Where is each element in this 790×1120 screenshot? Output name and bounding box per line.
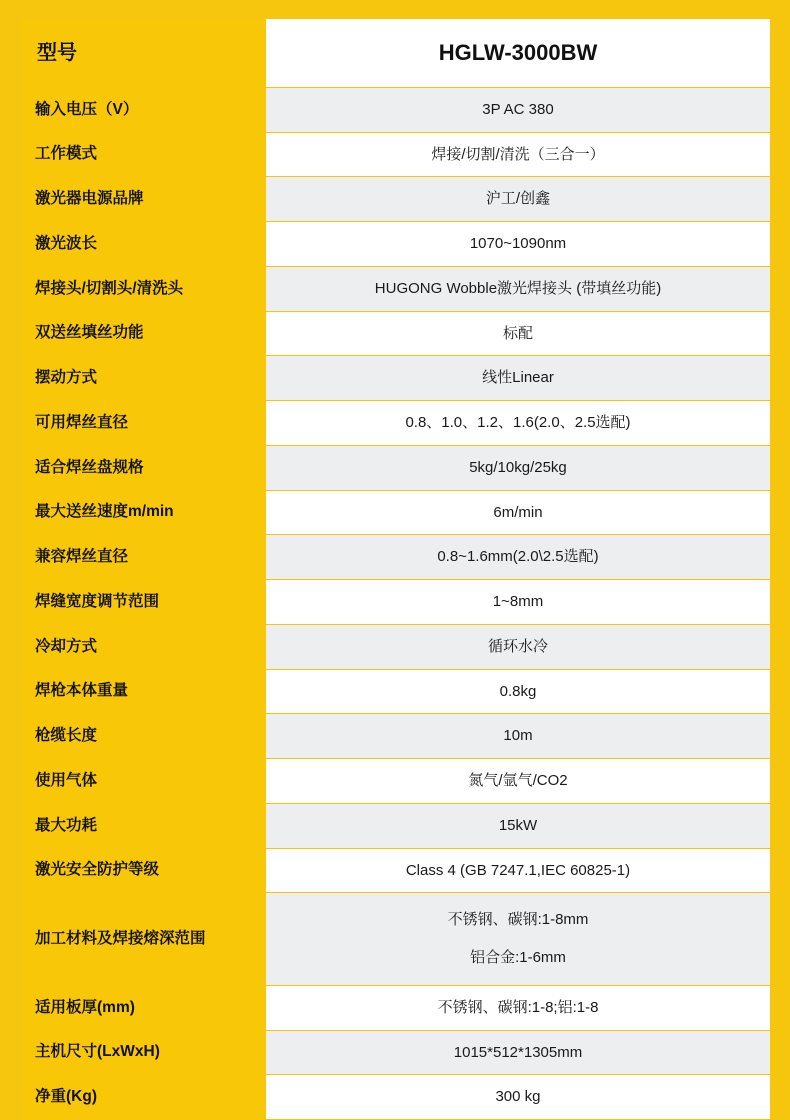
table-row	[21, 1030, 771, 1075]
spec-label: 主机尺寸(LxWxH)	[21, 1030, 266, 1075]
table-row	[21, 985, 771, 1030]
spec-label: 激光波长	[21, 222, 266, 267]
spec-value	[266, 266, 771, 311]
spec-value-line: 标配	[502, 324, 533, 342]
spec-label: 工作模式	[21, 132, 266, 177]
table-row	[21, 401, 771, 446]
table-row	[21, 132, 771, 177]
spec-value-line: 0.8kg	[499, 682, 537, 700]
spec-value	[266, 893, 771, 986]
table-row	[21, 759, 771, 804]
table-row	[21, 803, 771, 848]
spec-value	[266, 669, 771, 714]
spec-value	[266, 803, 771, 848]
table-row	[21, 1075, 771, 1120]
spec-label: 可用焊丝直径	[21, 401, 266, 446]
spec-value	[266, 401, 771, 446]
table-header-row	[21, 19, 771, 88]
spec-label: 焊接头/切割头/清洗头	[21, 266, 266, 311]
model-value: HGLW-3000BW	[266, 19, 771, 88]
spec-label: 激光器电源品牌	[21, 177, 266, 222]
spec-value	[266, 1030, 771, 1075]
spec-value	[266, 311, 771, 356]
spec-value	[266, 714, 771, 759]
spec-label: 净重(Kg)	[21, 1075, 266, 1120]
table-row	[21, 177, 771, 222]
spec-value-line: 不锈钢、碳钢:1-8mm	[447, 911, 589, 929]
spec-value-line: 1~8mm	[492, 593, 544, 611]
spec-value	[266, 985, 771, 1030]
spec-label: 焊缝宽度调节范围	[21, 580, 266, 625]
spec-value-line: 6m/min	[493, 503, 543, 521]
spec-value-line: 焊接/切割/清洗（三合一）	[431, 145, 605, 163]
table-row	[21, 356, 771, 401]
spec-value	[266, 848, 771, 893]
spec-value-line: 10m	[503, 727, 533, 745]
spec-label: 使用气体	[21, 759, 266, 804]
spec-value-line: HUGONG Wobble激光焊接头 (带填丝功能)	[374, 279, 662, 297]
spec-value	[266, 222, 771, 267]
spec-label: 双送丝填丝功能	[21, 311, 266, 356]
table-row	[21, 445, 771, 490]
table-row	[21, 580, 771, 625]
spec-value-line: 300 kg	[495, 1088, 541, 1106]
spec-label: 最大送丝速度m/min	[21, 490, 266, 535]
spec-value-line: 3P AC 380	[482, 100, 554, 118]
spec-label: 冷却方式	[21, 624, 266, 669]
spec-value-line: 5kg/10kg/25kg	[469, 458, 567, 476]
table-row	[21, 222, 771, 267]
spec-label: 加工材料及焊接熔深范围	[21, 893, 266, 986]
spec-table-body	[21, 19, 771, 1120]
table-row	[21, 535, 771, 580]
spec-value-line: 15kW	[498, 816, 538, 834]
spec-value	[266, 759, 771, 804]
model-label: 型号	[21, 19, 266, 88]
spec-label: 激光安全防护等级	[21, 848, 266, 893]
spec-value	[266, 445, 771, 490]
spec-label: 枪缆长度	[21, 714, 266, 759]
spec-value-line: 循环水冷	[487, 637, 548, 655]
spec-label: 适用板厚(mm)	[21, 985, 266, 1030]
spec-value	[266, 535, 771, 580]
spec-value-line: 0.8~1.6mm(2.0\2.5选配)	[437, 548, 599, 566]
table-row	[21, 490, 771, 535]
spec-value-line: 1015*512*1305mm	[453, 1043, 583, 1061]
spec-value-line: 不锈钢、碳钢:1-8;铝:1-8	[437, 998, 599, 1016]
table-row	[21, 848, 771, 893]
spec-value-line: 1070~1090nm	[469, 235, 567, 253]
spec-value-line: 氮气/氩气/CO2	[468, 772, 568, 790]
spec-value	[266, 177, 771, 222]
table-row	[21, 266, 771, 311]
table-row	[21, 87, 771, 132]
spec-value	[266, 624, 771, 669]
specification-table	[20, 18, 771, 1120]
spec-value-line: 铝合金:1-6mm	[470, 949, 566, 967]
spec-value-line: Class 4 (GB 7247.1,IEC 60825-1)	[405, 861, 631, 879]
table-row	[21, 311, 771, 356]
spec-value	[266, 132, 771, 177]
spec-value	[266, 490, 771, 535]
spec-label: 最大功耗	[21, 803, 266, 848]
spec-value	[266, 87, 771, 132]
table-row	[21, 714, 771, 759]
spec-value	[266, 1075, 771, 1120]
table-row	[21, 624, 771, 669]
spec-value	[266, 580, 771, 625]
spec-label: 适合焊丝盘规格	[21, 445, 266, 490]
spec-value-line: 线性Linear	[482, 369, 554, 387]
spec-value-line: 沪工/创鑫	[485, 190, 551, 208]
spec-label: 摆动方式	[21, 356, 266, 401]
table-row	[21, 669, 771, 714]
spec-value-line: 0.8、1.0、1.2、1.6(2.0、2.5选配)	[405, 414, 631, 432]
spec-label: 输入电压（V）	[21, 87, 266, 132]
spec-label: 兼容焊丝直径	[21, 535, 266, 580]
spec-value	[266, 356, 771, 401]
table-row	[21, 893, 771, 986]
spec-label: 焊枪本体重量	[21, 669, 266, 714]
